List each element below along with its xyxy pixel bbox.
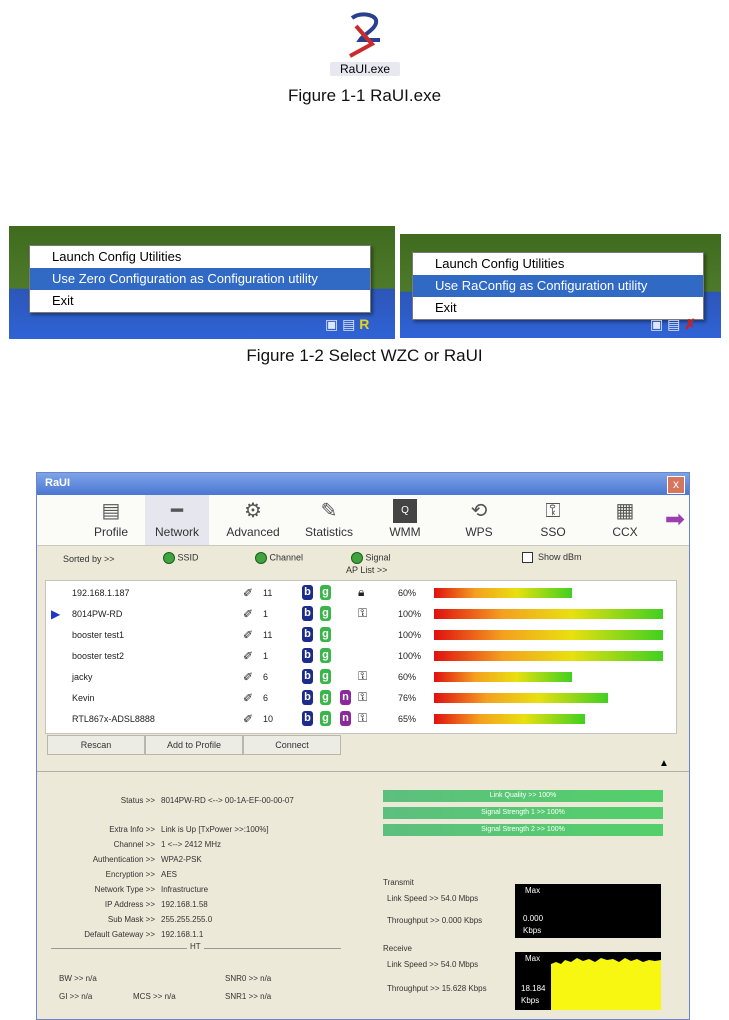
tab-wmm[interactable] [373, 495, 437, 545]
receive-throughput: Throughput >> 15.628 Kbps [387, 984, 487, 993]
ap-row[interactable] [46, 688, 676, 708]
transmit-link-speed: Link Speed >> 54.0 Mbps [387, 894, 479, 903]
channel-value: 1 <--> 2412 MHz [161, 840, 222, 849]
statistics-icon: ✎ [320, 500, 338, 522]
sort-channel-radio[interactable]: Channel [255, 552, 303, 564]
network-icon[interactable]: ▤ [342, 316, 356, 332]
key-icon: ⚿ [358, 669, 368, 683]
raui-app-icon[interactable] [330, 10, 400, 80]
ccx-icon: ▦ [615, 500, 635, 522]
graph-value: 0.000 [523, 914, 544, 923]
receive-link-speed: Link Speed >> 54.0 Mbps [387, 960, 479, 969]
ap-ssid: jacky [72, 672, 93, 682]
snr1-value: SNR1 >> n/a [225, 992, 272, 1001]
ap-channel: 1 [263, 609, 269, 619]
router-icon: ━ [170, 500, 184, 522]
sub-mask-value: 255.255.255.0 [161, 915, 213, 924]
snr0-value: SNR0 >> n/a [225, 974, 272, 983]
signal-strength-1-bar: Signal Strength 1 >> 100% [383, 807, 663, 819]
ap-ssid: Kevin [72, 693, 95, 703]
ap-ssid: 192.168.1.187 [72, 588, 130, 598]
context-menu-right [412, 252, 704, 320]
ap-signal: 60% [398, 588, 417, 598]
mode-g-badge: g [320, 585, 331, 600]
menu-exit[interactable]: Exit [435, 300, 457, 315]
ip-address-value: 192.168.1.58 [161, 900, 208, 909]
channel-label: Channel >> [113, 840, 155, 849]
network-icon[interactable]: ▣ [325, 316, 339, 332]
icon-label: RaUI.exe [330, 62, 400, 76]
tab-label: Profile [93, 525, 128, 539]
tab-statistics[interactable] [297, 495, 361, 545]
key-icon: ⚿ [358, 711, 368, 725]
sso-icon: ⚿ [545, 500, 561, 522]
tab-label: CCX [612, 525, 638, 539]
tab-ccx[interactable] [593, 495, 657, 545]
tab-wps[interactable] [447, 495, 511, 545]
mode-n-badge: n [340, 711, 351, 726]
status-label: Status >> [120, 796, 155, 805]
authentication-value: WPA2-PSK [161, 855, 202, 864]
network-type-label: Network Type >> [94, 885, 155, 894]
raui-tray-icon[interactable]: ✗ [684, 316, 696, 332]
channel-icon: ✐ [243, 670, 254, 684]
show-dbm-checkbox[interactable]: Show dBm [522, 552, 582, 563]
connected-marker-icon: ▶ [51, 607, 61, 621]
gi-value: GI >> n/a [59, 992, 93, 1001]
window-title: RaUI [45, 477, 71, 489]
encryption-label: Encryption >> [105, 870, 155, 879]
mode-g-badge: g [320, 711, 331, 726]
signal-bar [434, 609, 663, 619]
taskbar-right [400, 234, 721, 338]
tab-label: WPS [465, 525, 493, 539]
transmit-throughput: Throughput >> 0.000 Kbps [387, 916, 483, 925]
raui-window [36, 472, 690, 1020]
signal-strength-2-bar: Signal Strength 2 >> 100% [383, 824, 663, 836]
ap-channel: 6 [263, 693, 269, 703]
signal-bar [434, 672, 572, 682]
graph-unit: Kbps [523, 926, 542, 935]
sort-signal-radio[interactable]: Signal [351, 552, 391, 564]
raui-logo-icon [330, 10, 400, 62]
channel-icon: ✐ [243, 607, 254, 621]
mode-g-badge: g [320, 627, 331, 642]
figure-1-caption: Figure 1-1 RaUI.exe [287, 86, 442, 105]
sort-ssid-radio[interactable]: SSID [163, 552, 199, 564]
tab-sso[interactable] [521, 495, 585, 545]
ap-signal: 60% [398, 672, 417, 682]
ap-signal: 100% [398, 609, 422, 619]
menu-launch-config[interactable]: Launch Config Utilities [52, 249, 182, 264]
ap-ssid: 8014PW-RD [72, 609, 123, 619]
title-bar[interactable] [37, 473, 689, 495]
connect-button[interactable]: Connect [243, 735, 341, 755]
ap-ssid: booster test2 [72, 651, 125, 661]
connection-details [37, 771, 689, 1020]
channel-icon: ✐ [243, 712, 254, 726]
tab-label: Advanced [226, 525, 280, 539]
gear-icon: ⚙ [244, 500, 262, 522]
menu-launch-config[interactable]: Launch Config Utilities [435, 256, 565, 271]
sort-bar [37, 550, 689, 575]
ap-signal: 100% [398, 651, 422, 661]
ap-ssid: RTL867x-ADSL8888 [72, 714, 155, 724]
graph-value: 18.184 [521, 984, 546, 993]
mode-b-badge: b [302, 711, 313, 726]
key-icon: ⚿ [358, 606, 368, 620]
context-menu-left [29, 245, 371, 313]
channel-icon: ✐ [243, 649, 254, 663]
wmm-icon: Q [393, 499, 417, 523]
signal-bar [434, 714, 585, 724]
ap-signal: 100% [398, 630, 422, 640]
transmit-graph [515, 884, 661, 938]
graph-max-label: Max [525, 954, 541, 963]
ap-channel: 11 [263, 588, 273, 598]
network-icon[interactable]: ▤ [667, 316, 681, 332]
channel-icon: ✐ [243, 586, 254, 600]
tab-label: SSO [540, 525, 566, 539]
receive-title: Receive [383, 944, 412, 953]
menu-use-raconfig[interactable]: Use RaConfig as Configuration utility [413, 275, 703, 297]
graph-unit: Kbps [521, 996, 540, 1005]
graph-max-label: Max [525, 886, 541, 895]
tab-label: Network [154, 525, 199, 539]
mode-b-badge: b [302, 669, 313, 684]
tab-network[interactable] [145, 495, 209, 545]
rescan-button[interactable]: Rescan [47, 735, 145, 755]
tray-icons [650, 316, 696, 333]
ap-row[interactable] [46, 583, 676, 603]
ap-channel: 1 [263, 651, 269, 661]
transmit-title: Transmit [383, 878, 414, 887]
mode-g-badge: g [320, 690, 331, 705]
network-disconnected-icon[interactable]: ▣ [650, 316, 664, 332]
mode-g-badge: g [320, 648, 331, 663]
raui-tray-icon[interactable]: R [359, 316, 370, 332]
ap-ssid: booster test1 [72, 630, 125, 640]
mode-b-badge: b [302, 627, 313, 642]
ap-list [45, 580, 677, 734]
mode-b-badge: b [302, 690, 313, 705]
ap-signal: 76% [398, 693, 417, 703]
ap-channel: 10 [263, 714, 274, 724]
ap-channel: 11 [263, 630, 273, 640]
network-type-value: Infrastructure [161, 885, 209, 894]
bw-value: BW >> n/a [59, 974, 97, 983]
profile-icon: ▤ [101, 500, 121, 522]
receive-throughput-area [551, 952, 661, 1010]
key-icon: ⚿ [358, 690, 368, 704]
menu-exit[interactable]: Exit [52, 293, 74, 308]
add-to-profile-button[interactable]: Add to Profile [145, 735, 243, 755]
ap-signal: 65% [398, 714, 417, 724]
lock-icon: 🔒︎ [358, 585, 365, 599]
collapse-arrow-icon[interactable]: ▲ [659, 758, 669, 769]
sorted-by-label: Sorted by >> [63, 554, 115, 564]
next-arrow-icon[interactable]: ➡ [664, 506, 685, 533]
mcs-value: MCS >> n/a [133, 992, 176, 1001]
mode-g-badge: g [320, 606, 331, 621]
menu-use-zero-config[interactable]: Use Zero Configuration as Configuration utility [30, 268, 370, 290]
ip-address-label: IP Address >> [104, 900, 155, 909]
signal-bar [434, 630, 663, 640]
ht-label: HT [187, 942, 204, 951]
extra-info-label: Extra Info >> [109, 825, 155, 834]
signal-bar [434, 588, 572, 598]
mode-n-badge: n [340, 690, 351, 705]
ap-list-label: AP List >> [346, 565, 388, 575]
receive-graph [515, 952, 661, 1010]
signal-bar [434, 651, 663, 661]
channel-icon: ✐ [243, 628, 254, 642]
sub-mask-label: Sub Mask >> [107, 915, 155, 924]
encryption-value: AES [161, 870, 178, 879]
tray-icons [325, 316, 369, 333]
ap-row[interactable] [46, 667, 676, 687]
mode-b-badge: b [302, 648, 313, 663]
toolbar [37, 495, 689, 546]
authentication-label: Authentication >> [92, 855, 155, 864]
mode-g-badge: g [320, 669, 331, 684]
mode-b-badge: b [302, 585, 313, 600]
default-gateway-label: Default Gateway >> [84, 930, 155, 939]
channel-icon: ✐ [243, 691, 254, 705]
ap-row[interactable] [46, 646, 676, 666]
extra-info-value: Link is Up [TxPower >>:100%] [161, 825, 269, 834]
default-gateway-value: 192.168.1.1 [161, 930, 204, 939]
ap-row[interactable] [46, 709, 676, 729]
mode-b-badge: b [302, 606, 313, 621]
link-quality-bar: Link Quality >> 100% [383, 790, 663, 802]
ap-row[interactable] [46, 604, 676, 624]
tab-advanced[interactable] [221, 495, 285, 545]
ap-channel: 6 [263, 672, 269, 682]
tab-label: WMM [389, 525, 421, 539]
close-button[interactable]: x [667, 476, 685, 494]
wps-icon: ⟲ [470, 500, 488, 522]
ap-row[interactable] [46, 625, 676, 645]
tab-label: Statistics [304, 525, 353, 539]
signal-bar [434, 693, 608, 703]
tab-profile[interactable] [79, 495, 143, 545]
status-value: 8014PW-RD <--> 00-1A-EF-00-00-07 [161, 796, 294, 805]
figure-2-caption: Figure 1-2 Select WZC or RaUI [246, 346, 483, 365]
taskbar-left [9, 226, 395, 339]
